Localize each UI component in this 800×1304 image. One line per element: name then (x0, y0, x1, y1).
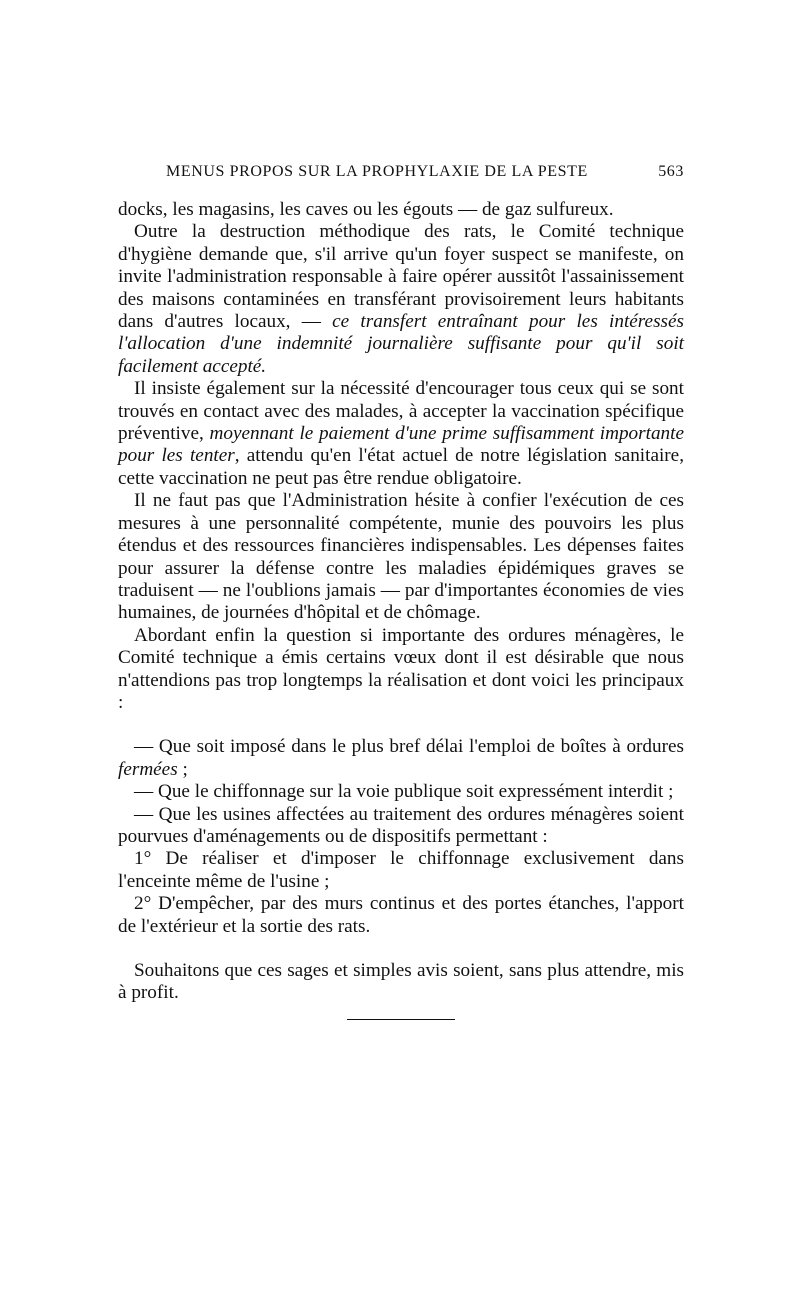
wish-text: 1° De réaliser et d'imposer le chiffonnage exclusivement dans l'enceinte même de l'usine ; (118, 848, 684, 892)
wish-italic-text: fermées (118, 758, 178, 780)
blank-line (118, 938, 684, 960)
wish-ragpicking-ban (118, 781, 684, 803)
wish-item-one (118, 848, 684, 893)
paragraph-administration (118, 490, 684, 624)
wish-text: — Que soit imposé dans le plus bref délai l'emploi de boîtes à ordures (134, 736, 684, 758)
paragraph-household-waste (118, 625, 684, 715)
wish-closed-bins (118, 736, 684, 781)
paragraph-text: Il ne faut pas que l'Administration hésite à confier l'exécution de ces mesures à une personnalité compétente, munie des pouvoirs les plus étendus et des ressources financières indispensables. Les dépenses faites pour assurer la défense contre les maladies épidémiques graves se traduisent — ne l'oublions jamais — par d'importantes économies de vies humaines, de journées d'hôpital et de chômage. (118, 490, 684, 624)
page-header (118, 163, 684, 185)
wish-item-two (118, 893, 684, 938)
paragraph-italic-text: ce transfert entraînant pour les intéressés l'allocation d'une indemnité journalière suffisante pour qu'il soit facilement accepté. (118, 311, 684, 377)
section-end-rule (347, 1019, 455, 1020)
paragraph-text: Souhaitons que ces sages et simples avis soient, sans plus attendre, mis à profit. (118, 960, 684, 1004)
wish-text-tail: ; (177, 758, 188, 780)
paragraph-text: docks, les magasins, les caves ou les égouts — de gaz sulfureux. (118, 199, 614, 220)
wish-plant-equipment (118, 804, 684, 849)
paragraph-vaccination (118, 378, 684, 490)
paragraph-gas-continuation (118, 199, 684, 221)
wish-text: — Que les usines affectées au traitement des ordures ménagères soient pourvues d'aménagements ou de dispositifs permettant : (118, 803, 684, 847)
running-title: MENUS PROPOS SUR LA PROPHYLAXIE DE LA PESTE (166, 163, 588, 180)
page-number: 563 (658, 163, 684, 180)
paragraph-rat-destruction (118, 221, 684, 378)
paragraph-text: Outre la destruction méthodique des rats, le Comité technique d'hygiène demande que, s'il arrive qu'un foyer suspect se manifeste, on invite l'administration responsable à faire opérer aussitôt l'assainissement des maisons contaminées en transférant provisoirement leurs habitants dans d'autres locaux, — (118, 221, 684, 333)
paragraph-conclusion (118, 960, 684, 1005)
paragraph-text: Il insiste également sur la nécessité d'encourager tous ceux qui se sont trouvés en contact avec des malades, à accepter la vaccination spécifique préventive, (118, 378, 684, 445)
wish-text: — Que le chiffonnage sur la voie publique soit expressément interdit ; (134, 781, 674, 803)
blank-line (118, 714, 684, 736)
paragraph-text: Abordant enfin la question si importante des ordures ménagères, le Comité technique a émis certains vœux dont il est désirable que nous n'attendions pas trop longtemps la réalisation et dont voici les principaux : (118, 624, 684, 713)
book-page (118, 163, 684, 1020)
paragraph-italic-text: moyennant le paiement d'une prime suffisamment importante pour les tenter (118, 423, 684, 467)
paragraph-text-tail: , attendu qu'en l'état actuel de notre législation sanitaire, cette vaccination ne peut pas être rendue obligatoire. (118, 445, 684, 489)
wish-text: 2° D'empêcher, par des murs continus et des portes étanches, l'apport de l'extérieur et la sortie des rats. (118, 893, 684, 937)
